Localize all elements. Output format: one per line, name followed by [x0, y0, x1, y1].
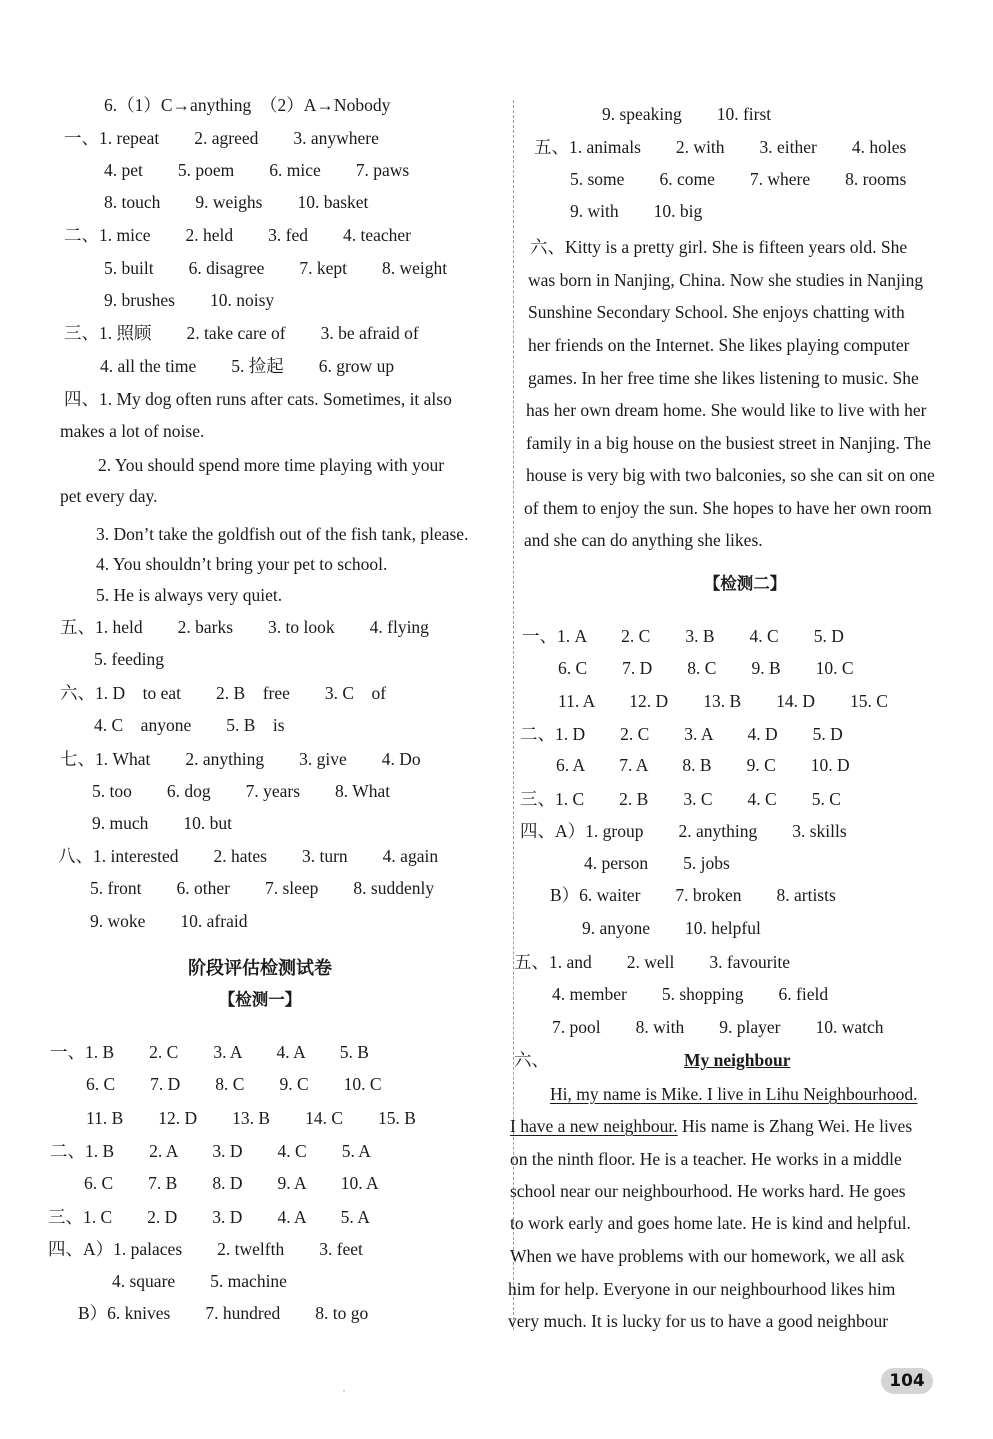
section-2-line: 二、1. mice 2. held 3. fed 4. teacher — [64, 225, 411, 245]
test-two-title: 【检测二】 — [703, 574, 787, 593]
essay-line: on the ninth floor. He is a teacher. He works in a middle — [510, 1149, 902, 1169]
essay-line — [510, 1115, 912, 1137]
section-6-line: 六、1. D to eat 2. B free 3. C of — [60, 683, 387, 703]
test2-section-2-line: 二、1. D 2. C 3. A 4. D 5. D — [520, 724, 843, 744]
section-5-line: 五、1. animals 2. with 3. either 4. holes — [534, 137, 907, 157]
answer-line: B）6. waiter 7. broken 8. artists — [550, 885, 836, 905]
answer-line: 5. built 6. disagree 7. kept 8. weight — [104, 258, 448, 278]
answer-line: 8. touch 9. weighs 10. basket — [104, 192, 369, 212]
test1-section-2-line: 二、1. B 2. A 3. D 4. C 5. A — [50, 1141, 371, 1161]
essay-line: house is very big with two balconies, so she can sit on one — [526, 465, 935, 485]
essay-line: Sunshine Secondary School. She enjoys chatting with — [528, 302, 905, 322]
test2-section-1-line: 一、1. A 2. C 3. B 4. C 5. D — [522, 626, 844, 646]
answer-line: 9. woke 10. afraid — [90, 911, 248, 931]
section-3-line: 三、1. 照顾 2. take care of 3. be afraid of — [64, 323, 419, 343]
test2-section-6-label: 六、 — [514, 1050, 549, 1070]
answer-line: 7. pool 8. with 9. player 10. watch — [552, 1017, 884, 1037]
section-5-line: 五、1. held 2. barks 3. to look 4. flying — [60, 617, 429, 637]
essay-line: and she can do anything she likes. — [524, 530, 763, 550]
essay-line-rest: His name is Zhang Wei. He lives — [677, 1116, 913, 1136]
answer-line: 5. feeding — [94, 649, 164, 669]
test2-section-4-line: 四、A）1. group 2. anything 3. skills — [520, 821, 847, 841]
section-8-line: 八、1. interested 2. hates 3. turn 4. again — [58, 846, 439, 866]
answer-line: 4. person 5. jobs — [584, 853, 730, 873]
answer-line: 9. anyone 10. helpful — [582, 918, 761, 938]
essay-line: has her own dream home. She would like to live with her — [526, 400, 927, 420]
answer-line: pet every day. — [60, 486, 158, 506]
answer-line: 6. C 7. B 8. D 9. A 10. A — [84, 1173, 379, 1193]
answer-line: 9. brushes 10. noisy — [104, 290, 275, 310]
essay-line: very much. It is lucky for us to have a good neighbour — [508, 1311, 889, 1331]
section-7-line: 七、1. What 2. anything 3. give 4. Do — [60, 749, 421, 769]
answer-line: 4. all the time 5. 捡起 6. grow up — [100, 356, 395, 376]
essay-line: 六、Kitty is a pretty girl. She is fifteen years old. She — [530, 237, 908, 257]
column-divider — [513, 100, 514, 1330]
assessment-title: 阶段评估检测试卷 — [188, 958, 332, 978]
answer-line: 5. He is always very quiet. — [96, 585, 283, 605]
test2-section-5-line: 五、1. and 2. well 3. favourite — [514, 952, 791, 972]
essay-line: was born in Nanjing, China. Now she studies in Nanjing — [528, 270, 924, 290]
answer-line: 5. too 6. dog 7. years 8. What — [92, 781, 391, 801]
answer-line: 4. You shouldn’t bring your pet to school. — [96, 554, 388, 574]
speck — [343, 1390, 345, 1392]
section-1-line: 一、1. repeat 2. agreed 3. anywhere — [64, 128, 379, 148]
essay-line: family in a big house on the busiest street in Nanjing. The — [526, 433, 932, 453]
essay-underlined-sentence: I have a new neighbour. — [510, 1116, 678, 1136]
essay-line: him for help. Everyone in our neighbourhood likes him — [508, 1279, 896, 1299]
answer-line: 6. A 7. A 8. B 9. C 10. D — [556, 755, 850, 775]
answer-line: 9. speaking 10. first — [602, 104, 772, 124]
answer-line: 5. some 6. come 7. where 8. rooms — [570, 169, 907, 189]
answer-line: 4. C anyone 5. B is — [94, 715, 285, 735]
answer-line: 9. with 10. big — [570, 201, 703, 221]
essay-line: school near our neighbourhood. He works hard. He goes — [510, 1181, 906, 1201]
essay-line: Hi, my name is Mike. I live in Lihu Neighbourhood. — [550, 1084, 918, 1104]
essay-line: of them to enjoy the sun. She hopes to have her own room — [524, 498, 932, 518]
section-4-line: 四、1. My dog often runs after cats. Sometimes, it also — [64, 389, 452, 409]
answer-line: 9. much 10. but — [92, 813, 232, 833]
answer-line: 4. member 5. shopping 6. field — [552, 984, 829, 1004]
answer-line: 5. front 6. other 7. sleep 8. suddenly — [90, 878, 435, 898]
essay-title: My neighbour — [684, 1050, 791, 1070]
essay-line: When we have problems with our homework, we all ask — [510, 1246, 905, 1266]
test1-section-3-line: 三、1. C 2. D 3. D 4. A 5. A — [48, 1207, 370, 1227]
answer-line: 11. A 12. D 13. B 14. D 15. C — [558, 691, 888, 711]
answer-line: 11. B 12. D 13. B 14. C 15. B — [86, 1108, 416, 1128]
answer-line: 6. C 7. D 8. C 9. B 10. C — [558, 658, 854, 678]
answer-line: 4. pet 5. poem 6. mice 7. paws — [104, 160, 410, 180]
test1-section-4-line: 四、A）1. palaces 2. twelfth 3. feet — [48, 1239, 363, 1259]
answer-line: B）6. knives 7. hundred 8. to go — [78, 1303, 369, 1323]
answer-line: 6.（1）C→anything （2）A→Nobody — [104, 95, 391, 115]
essay-line: games. In her free time she likes listening to music. She — [528, 368, 919, 388]
essay-line: her friends on the Internet. She likes playing computer — [528, 335, 910, 355]
test1-section-1-line: 一、1. B 2. C 3. A 4. A 5. B — [50, 1042, 369, 1062]
answer-line: makes a lot of noise. — [60, 421, 205, 441]
page-number-badge: 104 — [881, 1368, 933, 1394]
essay-line: to work early and goes home late. He is kind and helpful. — [510, 1213, 911, 1233]
answer-line: 4. square 5. machine — [112, 1271, 287, 1291]
answer-line: 2. You should spend more time playing with your — [98, 455, 445, 475]
test-one-title: 【检测一】 — [218, 990, 302, 1009]
answer-line: 3. Don’t take the goldfish out of the fish tank, please. — [96, 524, 469, 544]
test2-section-3-line: 三、1. C 2. B 3. C 4. C 5. C — [520, 789, 841, 809]
answer-line: 6. C 7. D 8. C 9. C 10. C — [86, 1074, 382, 1094]
